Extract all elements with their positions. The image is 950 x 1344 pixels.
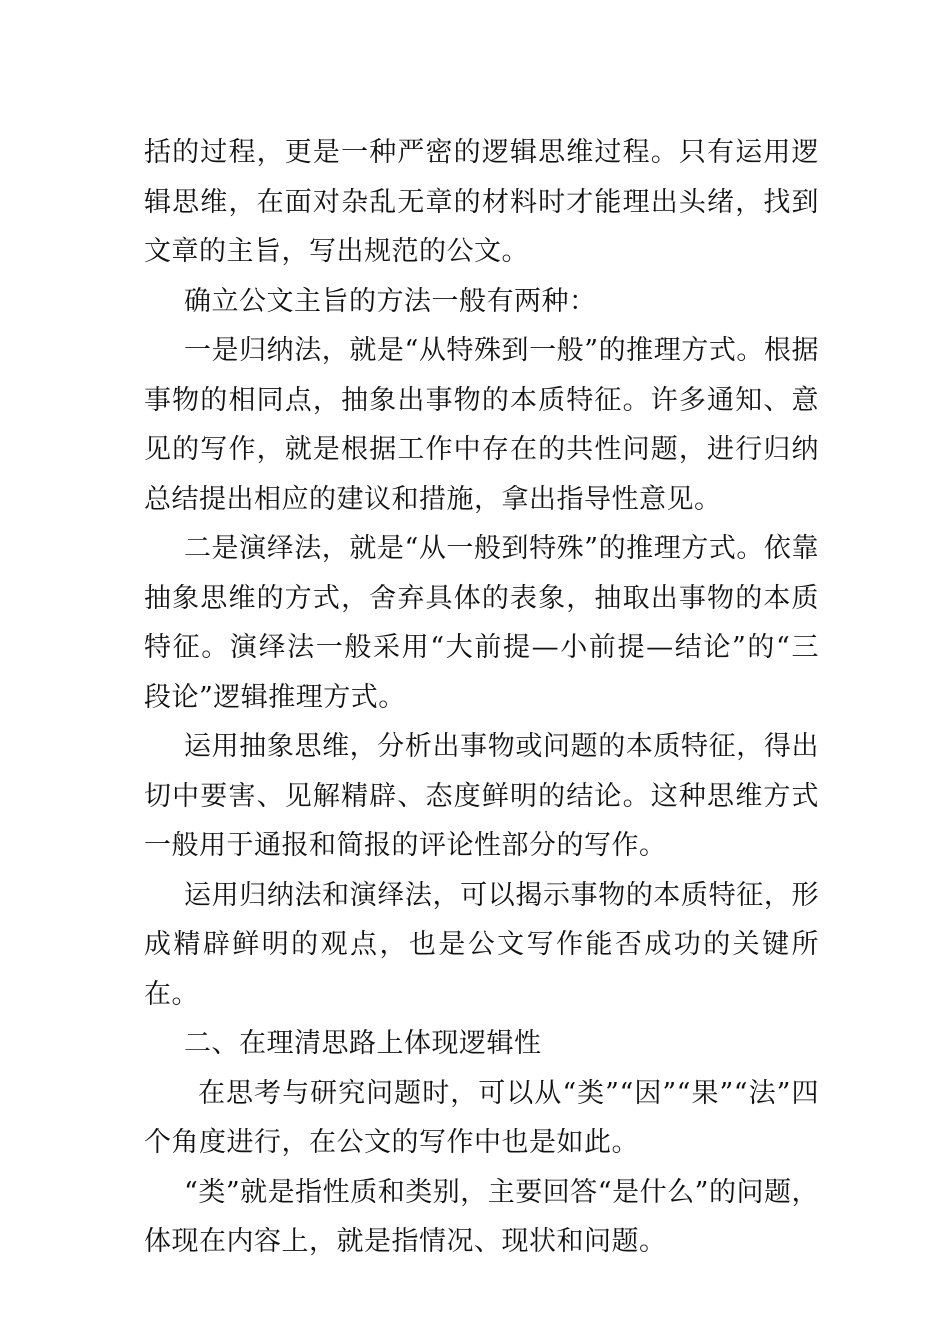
document-body — [144, 128, 819, 1267]
paragraph-deduction: 二是演绎法，就是“从一般到特殊”的推理方式。依靠抽象思维的方式，舍弃具体的表象，抽取出事物的本质特征。演绎法一般采用“大前提—小前提—结论”的“三段论”逻辑推理方式。 — [144, 533, 819, 713]
paragraph-induction: 一是归纳法，就是“从特殊到一般”的推理方式。根据事物的相同点，抽象出事物的本质特征。许多通知、意见的写作，就是根据工作中存在的共性问题，进行归纳总结提出相应的建议和措施，拿出指导性意见。 — [144, 335, 819, 515]
paragraph-continuation: 括的过程，更是一种严密的逻辑思维过程。只有运用逻辑思维，在面对杂乱无章的材料时才能理出头绪，找到文章的主旨，写出规范的公文。 — [144, 137, 819, 267]
paragraph-abstract-thinking: 运用抽象思维，分析出事物或问题的本质特征，得出切中要害、见解精辟、态度鲜明的结论。这种思维方式一般用于通报和简报的评论性部分的写作。 — [144, 731, 819, 861]
paragraph-methods-intro: 确立公文主旨的方法一般有两种： — [184, 285, 597, 317]
paragraph-conclusion: 运用归纳法和演绎法，可以揭示事物的本质特征，形成精辟鲜明的观点，也是公文写作能否成功的关键所在。 — [144, 879, 819, 1010]
section-heading: 二、在理清思路上体现逻辑性 — [184, 1028, 542, 1059]
paragraph-category: “类”就是指性质和类别，主要回答“是什么”的问题，体现在内容上，就是指情况、现状和问题。 — [144, 1176, 819, 1257]
paragraph-four-angles: 在思考与研究问题时，可以从“类”“因”“果”“法”四个角度进行，在公文的写作中也是如此。 — [144, 1077, 819, 1158]
